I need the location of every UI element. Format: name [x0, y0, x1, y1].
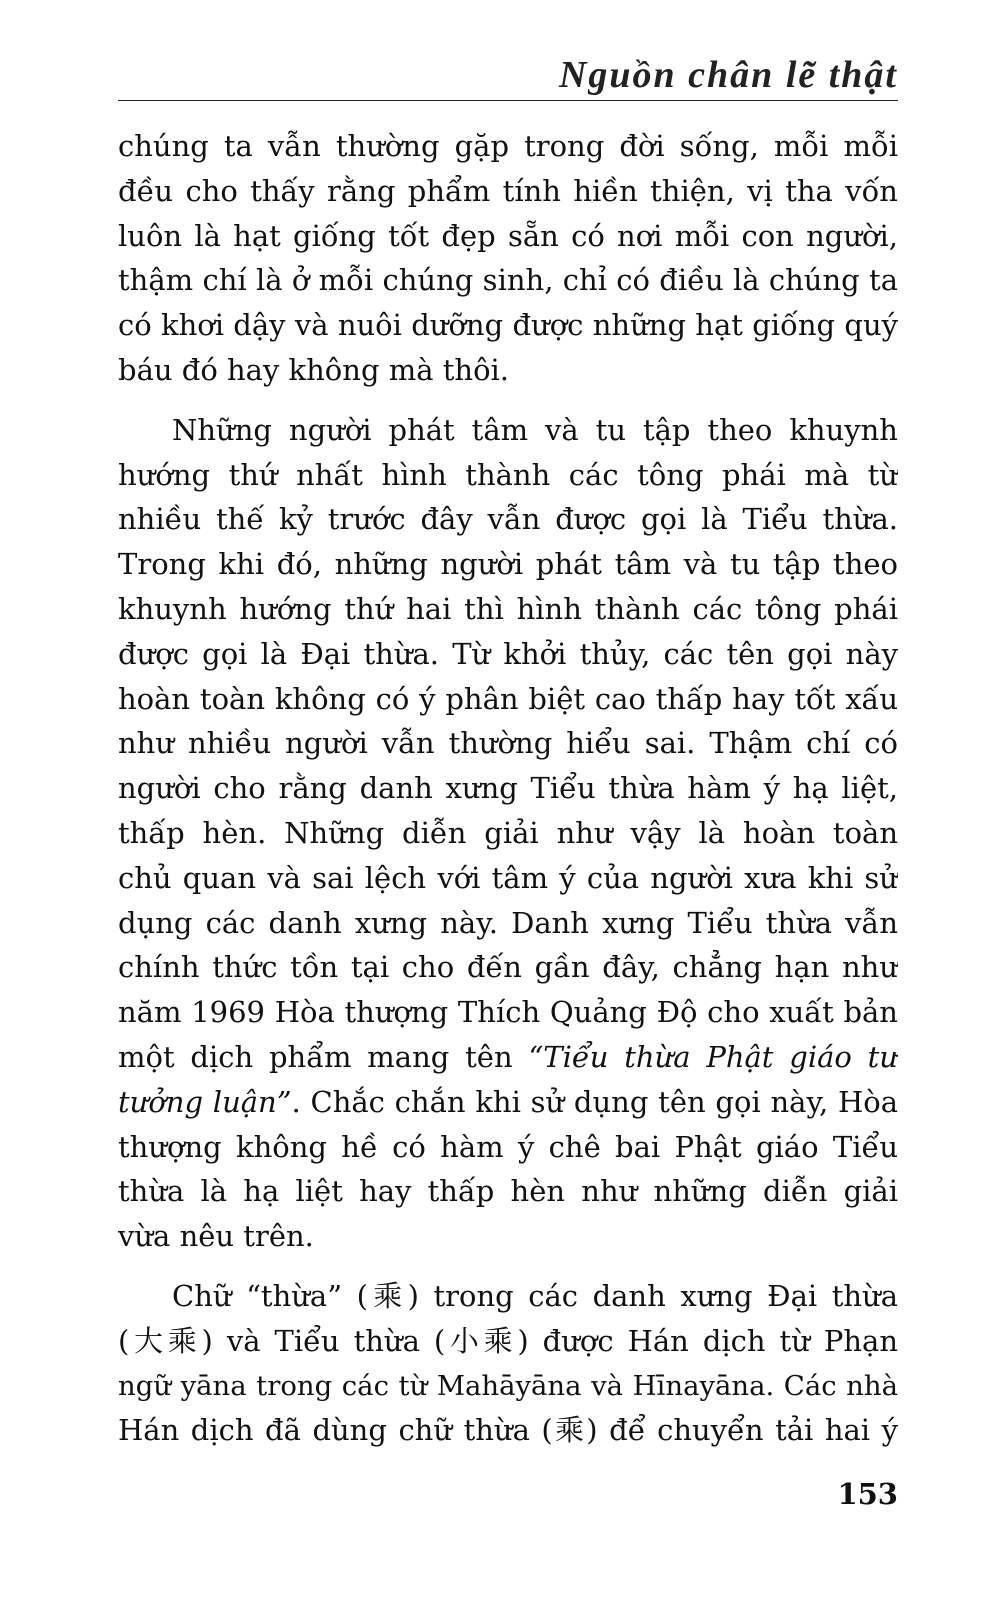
text-line: Hán dịch đã dùng chữ thừa (乘) để chuyển tải hai ý: [118, 1413, 898, 1448]
text-line: Những người phát tâm và tu tập theo khuynh: [172, 412, 898, 447]
text-segment: . Chắc chắn khi sử dụng tên gọi này, Hòa: [291, 1084, 898, 1119]
text-line: ngữ yāna trong các từ Mahāyāna và Hīnayāna. Các nhà: [118, 1369, 898, 1402]
text-line: đều cho thấy rằng phẩm tính hiền thiện, vị tha vốn: [118, 173, 898, 208]
text-line: thậm chí là ở mỗi chúng sinh, chỉ có điều là chúng ta: [118, 263, 898, 298]
text-line: chủ quan và sai lệch với tâm ý của người xưa khi sử: [118, 860, 898, 895]
text-line-with-italic-title: [118, 1035, 898, 1080]
text-line: nhiều thế kỷ trước đây vẫn được gọi là Tiểu thừa.: [118, 502, 898, 537]
text-line: hoàn toàn không có ý phân biệt cao thấp hay tốt xấu: [118, 681, 898, 716]
text-line: Trong khi đó, những người phát tâm và tu tập theo: [118, 547, 898, 582]
text-line: người cho rằng danh xưng Tiểu thừa hàm ý hạ liệt,: [118, 771, 898, 806]
text-line: chúng ta vẫn thường gặp trong đời sống, mỗi mỗi: [118, 129, 898, 163]
italic-book-title: tưởng luận”: [118, 1084, 292, 1119]
text-line: có khơi dậy và nuôi dưỡng được những hạt giống quý: [118, 308, 898, 343]
text-line: báu đó hay không mà thôi.: [118, 352, 510, 387]
text-line: thấp hèn. Những diễn giải như vậy là hoàn toàn: [118, 815, 898, 850]
text-line: như nhiều người vẫn thường hiểu sai. Thậm chí có: [118, 726, 898, 761]
text-line: chính thức tồn tại cho đến gần đây, chẳng hạn như: [118, 950, 898, 985]
text-line: luôn là hạt giống tốt đẹp sẵn có nơi mỗi con người,: [118, 218, 898, 253]
text-segment: một dịch phẩm mang tên: [118, 1039, 529, 1074]
text-line: được gọi là Đại thừa. Từ khởi thủy, các tên gọi này: [118, 636, 898, 671]
text-line: năm 1969 Hòa thượng Thích Quảng Độ cho xuất bản: [118, 995, 898, 1030]
italic-book-title: “Tiểu thừa Phật giáo tư: [528, 1039, 898, 1074]
page-number: 153: [837, 1477, 898, 1511]
text-line: Chữ “thừa” (乘) trong các danh xưng Đại thừa: [172, 1278, 898, 1313]
text-line: (大乘) và Tiểu thừa (小乘) được Hán dịch từ Phạn: [118, 1323, 898, 1358]
text-line: khuynh hướng thứ hai thì hình thành các tông phái: [118, 591, 898, 626]
paragraph-2: [118, 408, 898, 1259]
text-line: thượng không hề có hàm ý chê bai Phật giáo Tiểu: [118, 1129, 898, 1164]
text-line: vừa nêu trên.: [118, 1219, 314, 1254]
running-header: [118, 52, 898, 101]
text-line: thừa là hạ liệt hay thấp hèn như những diễn giải: [118, 1174, 898, 1209]
text-line: hướng thứ nhất hình thành các tông phái mà từ: [118, 457, 898, 492]
running-title: Nguồn chân lẽ thật: [558, 54, 898, 96]
text-line: dụng các danh xưng này. Danh xưng Tiểu thừa vẫn: [118, 905, 898, 940]
text-line-with-italic-title: [118, 1080, 898, 1125]
paragraph-3: [118, 1274, 898, 1453]
paragraph-1: [118, 124, 898, 393]
body-text: [118, 124, 898, 1453]
